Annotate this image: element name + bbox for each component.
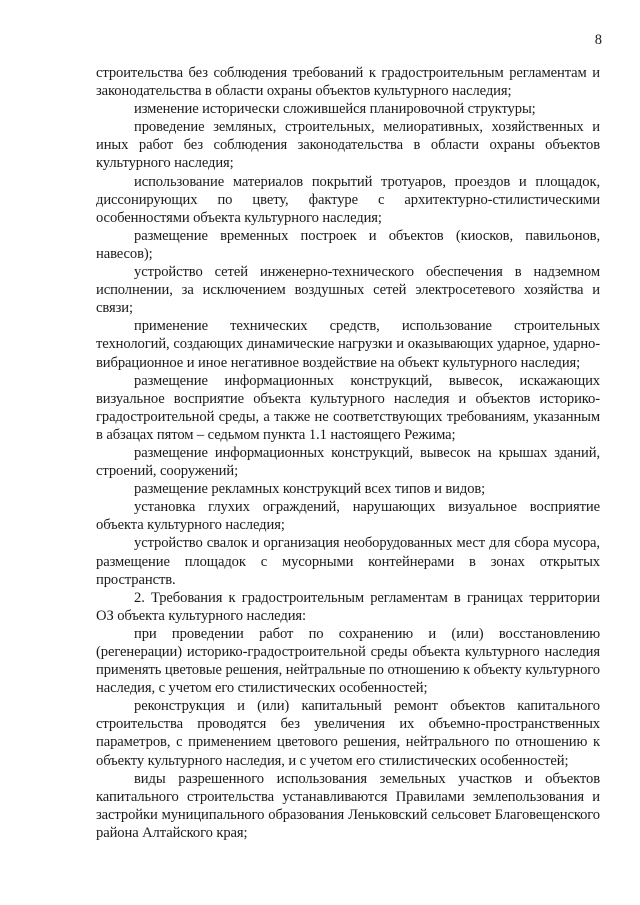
paragraph: изменение исторически сложившейся планировочной структуры;: [134, 101, 536, 118]
paragraph: виды разрешенного использования земельных участков и объектов капитального строительства устанавливаются Правилами землепользования и застройки муниципального образования Леньковский сельсовет Благовещенского района Алтайского края;: [96, 770, 600, 841]
document-body: [96, 64, 600, 842]
paragraph: устройство свалок и организация необорудованных мест для сбора мусора, размещение площадок с мусорными контейнерами в зонах открытых пространств.: [96, 535, 600, 588]
paragraph: строительства без соблюдения требований к градостроительным регламентам и законодательства в области охраны объектов культурного наследия;: [96, 65, 600, 100]
paragraph: устройство сетей инженерно-технического обеспечения в надземном исполнении, за исключением воздушных сетей электросетевого хозяйства и связи;: [96, 264, 600, 317]
paragraph: реконструкция и (или) капитальный ремонт объектов капитального строительства проводятся без увеличения их объемно-пространственных параметров, с применением цветового решения, нейтрального по отношению к объекту культурного наследия, и с учетом его стилистических особенностей;: [96, 698, 600, 769]
paragraph: применение технических средств, использование строительных технологий, создающих динамические нагрузки и оказывающих ударное, ударно-вибрационное и иное негативное воздействие на объект культурного наследия;: [96, 318, 600, 371]
paragraph: проведение земляных, строительных, мелиоративных, хозяйственных и иных работ без соблюдения законодательства в области охраны объектов культурного наследия;: [96, 119, 600, 172]
paragraph: размещение информационных конструкций, вывесок на крышах зданий, строений, сооружений;: [96, 444, 600, 480]
paragraph: установка глухих ограждений, нарушающих визуальное восприятие объекта культурного наследия;: [96, 499, 600, 534]
paragraph: размещение рекламных конструкций всех типов и видов;: [134, 481, 486, 498]
paragraph: размещение временных построек и объектов (киосков, павильонов, навесов);: [96, 227, 600, 262]
paragraph: использование материалов покрытий тротуаров, проездов и площадок, диссонирующих по цвету, фактуре с архитектурно-стилистическими особенностями объекта культурного наследия;: [96, 173, 600, 226]
paragraph: размещение информационных конструкций, вывесок, искажающих визуальное восприятие объекта культурного наследия и объектов историко-градостроительной среды, а также не соответствующих требованиям, указанным в абзацах пятом – седьмом пункта 1.1 настоящего Режима;: [96, 372, 600, 443]
paragraph: при проведении работ по сохранению и (или) восстановлению (регенерации) историко-градостроительной среды объекта культурного наследия применять цветовые решения, нейтральные по отношению к объекту культурного наследия, с учетом его стилистических особенностей;: [96, 625, 600, 697]
section-heading-paragraph: 2. Требования к градостроительным регламентам в границах территории ОЗ объекта культурного наследия:: [96, 589, 600, 624]
page-number: 8: [594, 32, 602, 48]
